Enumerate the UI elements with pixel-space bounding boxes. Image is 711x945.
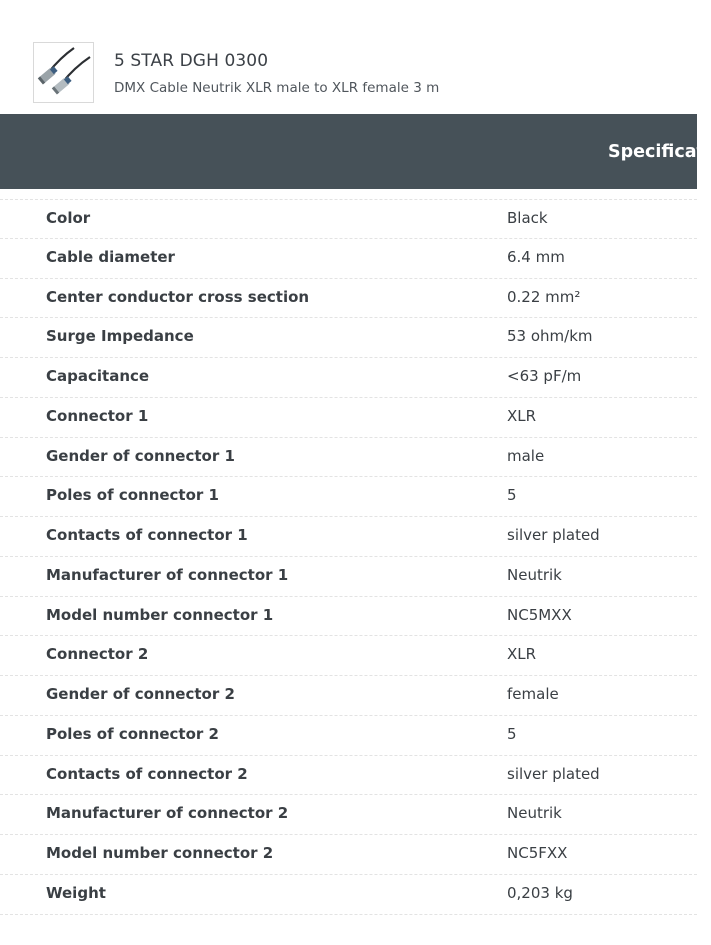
product-subtitle: DMX Cable Neutrik XLR male to XLR female 3 m [114, 80, 440, 96]
spec-list [0, 199, 697, 915]
xlr-cable-icon [34, 43, 93, 102]
spec-label: Cable diameter [46, 247, 175, 266]
spec-value: Neutrik [507, 804, 562, 823]
tab-bar [0, 114, 711, 189]
spec-row [0, 199, 697, 239]
product-thumbnail[interactable] [33, 42, 94, 103]
spec-value: silver plated [507, 526, 600, 544]
tab-specifications[interactable]: Specificati [608, 142, 711, 162]
spec-value: Black [507, 209, 548, 227]
spec-label: Capacitance [46, 367, 150, 385]
spec-value: Neutrik [507, 565, 562, 584]
spec-value: silver plated [507, 764, 600, 783]
spec-label: Contacts of connector 2 [46, 764, 248, 783]
spec-value: female [507, 685, 559, 703]
spec-row [0, 398, 697, 438]
spec-row [0, 597, 697, 637]
spec-row [0, 716, 697, 756]
spec-value: NC5FXX [507, 844, 568, 862]
spec-row [0, 835, 697, 875]
spec-row [0, 517, 697, 557]
spec-label: Color [46, 209, 91, 227]
spec-row [0, 477, 697, 517]
spec-value: NC5MXX [507, 605, 572, 624]
spec-value: 0.22 mm² [507, 287, 581, 306]
spec-row [0, 875, 697, 915]
spec-label: Weight [46, 883, 106, 902]
spec-row [0, 795, 697, 835]
product-header [0, 0, 697, 114]
spec-value: 0,203 kg [507, 883, 573, 902]
spec-value: XLR [507, 645, 537, 664]
spec-row [0, 636, 697, 676]
spec-label: Manufacturer of connector 1 [46, 565, 289, 584]
spec-row [0, 318, 697, 358]
spec-label: Poles of connector 2 [46, 724, 219, 743]
spec-row [0, 438, 697, 478]
spec-label: Model number connector 2 [46, 844, 274, 862]
spec-row [0, 676, 697, 716]
spec-label: Contacts of connector 1 [46, 526, 248, 544]
spec-value: male [507, 446, 545, 465]
spec-value: 53 ohm/km [507, 327, 593, 346]
spec-label: Manufacturer of connector 2 [46, 804, 289, 823]
spec-row [0, 279, 697, 319]
spec-label: Surge Impedance [46, 327, 194, 346]
spec-row [0, 239, 697, 279]
spec-value: 5 [507, 486, 517, 505]
spec-value: <63 pF/m [507, 367, 582, 385]
spec-label: Model number connector 1 [46, 605, 274, 624]
spec-row [0, 756, 697, 796]
spec-value: 6.4 mm [507, 247, 565, 266]
spec-row [0, 358, 697, 398]
spec-label: Poles of connector 1 [46, 486, 219, 505]
spec-label: Gender of connector 1 [46, 446, 235, 465]
spec-label: Gender of connector 2 [46, 685, 235, 703]
spec-row [0, 557, 697, 597]
spec-value: 5 [507, 724, 517, 743]
spec-label: Center conductor cross section [46, 287, 310, 306]
spec-label: Connector 2 [46, 645, 149, 664]
spec-label: Connector 1 [46, 406, 149, 425]
specifications-table [0, 189, 697, 945]
product-title: 5 STAR DGH 0300 [114, 51, 269, 71]
spec-value: XLR [507, 406, 537, 425]
